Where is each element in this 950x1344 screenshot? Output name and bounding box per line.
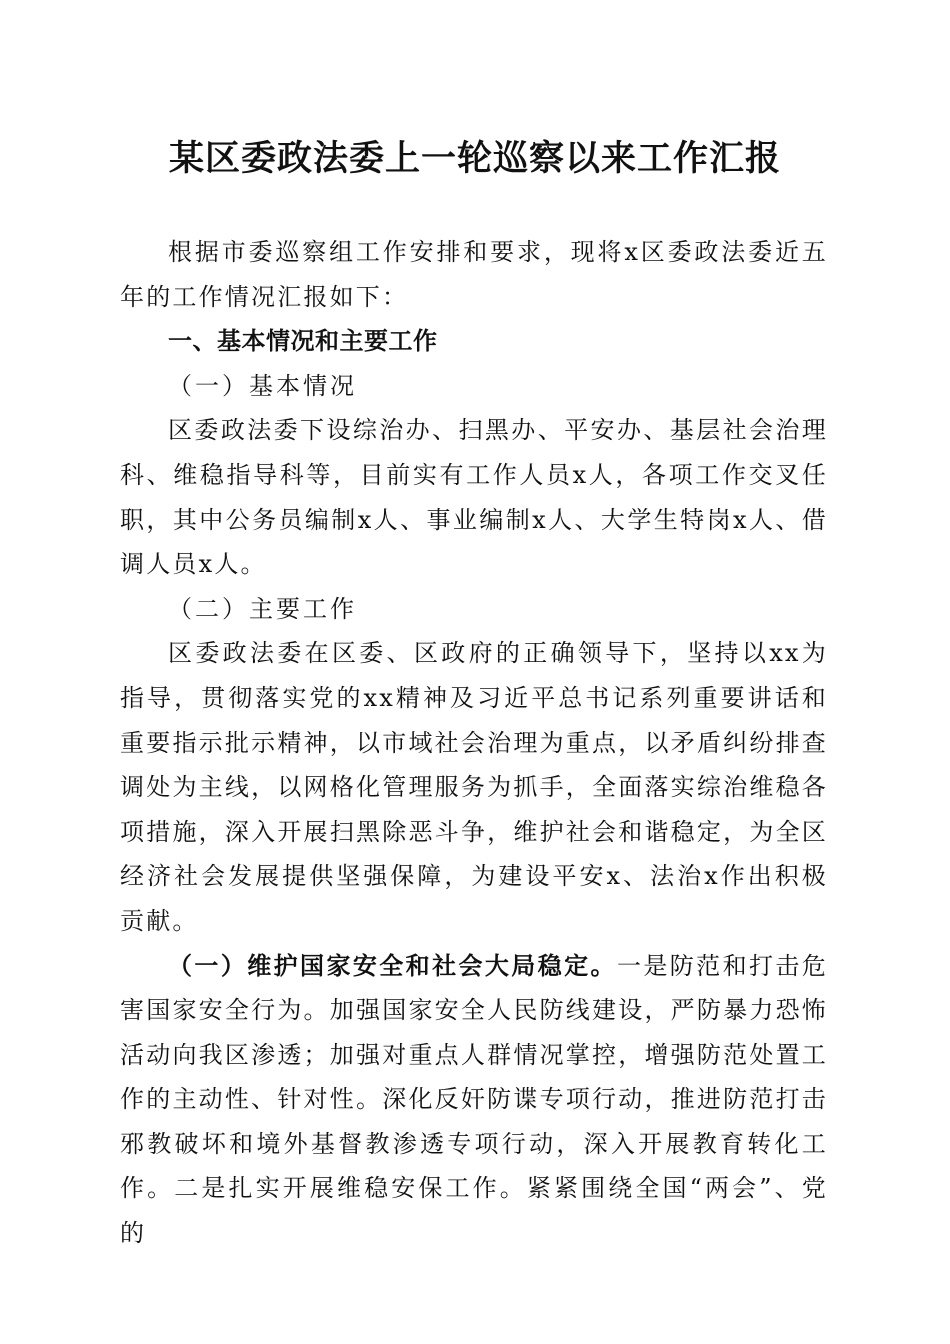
main-work-paragraph: 区委政法委在区委、区政府的正确领导下，坚持以xx为指导，贯彻落实党的xx精神及习近平总书记系列重要讲话和重要指示批示精神，以市域社会治理为重点，以矛盾纠纷排查调处为主线，以网格化管理服务为抓手，全面落实综治维稳各项措施，深入开展扫黑除恶斗争，维护社会和谐稳定，为全区经济社会发展提供坚强保障，为建设平安x、法治x作出积极贡献。 [120, 639, 828, 935]
national-security-text: 一是防范和打击危害国家安全行为。加强国家安全人民防线建设，严防暴力恐怖活动向我区渗透；加强对重点人群情况掌控，增强防范处置工作的主动性、针对性。深化反奸防谍专项行动，推进防范打击邪教破坏和境外基督教渗透专项行动，深入开展教育转化工作。二是扎实开展维稳安保工作。紧紧围绕全国“两会”、党的 [120, 951, 828, 1248]
document-title: 某区委政法委上一轮巡察以来工作汇报 [168, 138, 781, 179]
document-body [120, 230, 828, 1256]
intro-paragraph: 根据市委巡察组工作安排和要求，现将x区委政法委近五年的工作情况汇报如下： [120, 238, 828, 311]
national-security-paragraph [120, 944, 828, 1256]
section-heading-basic-and-main-work: 一、基本情况和主要工作 [168, 327, 438, 356]
basic-situation-paragraph: 区委政法委下设综治办、扫黑办、平安办、基层社会治理科、维稳指导科等，目前实有工作人员x人，各项工作交叉任职，其中公务员编制x人、事业编制x人、大学生特岗x人、借调人员x人。 [120, 416, 828, 579]
subsection-heading-main-work: （二）主要工作 [168, 594, 357, 623]
national-security-lead: （一）维护国家安全和社会大局稳定。 [168, 951, 617, 980]
subsection-heading-basic-situation: （一）基本情况 [168, 371, 357, 400]
